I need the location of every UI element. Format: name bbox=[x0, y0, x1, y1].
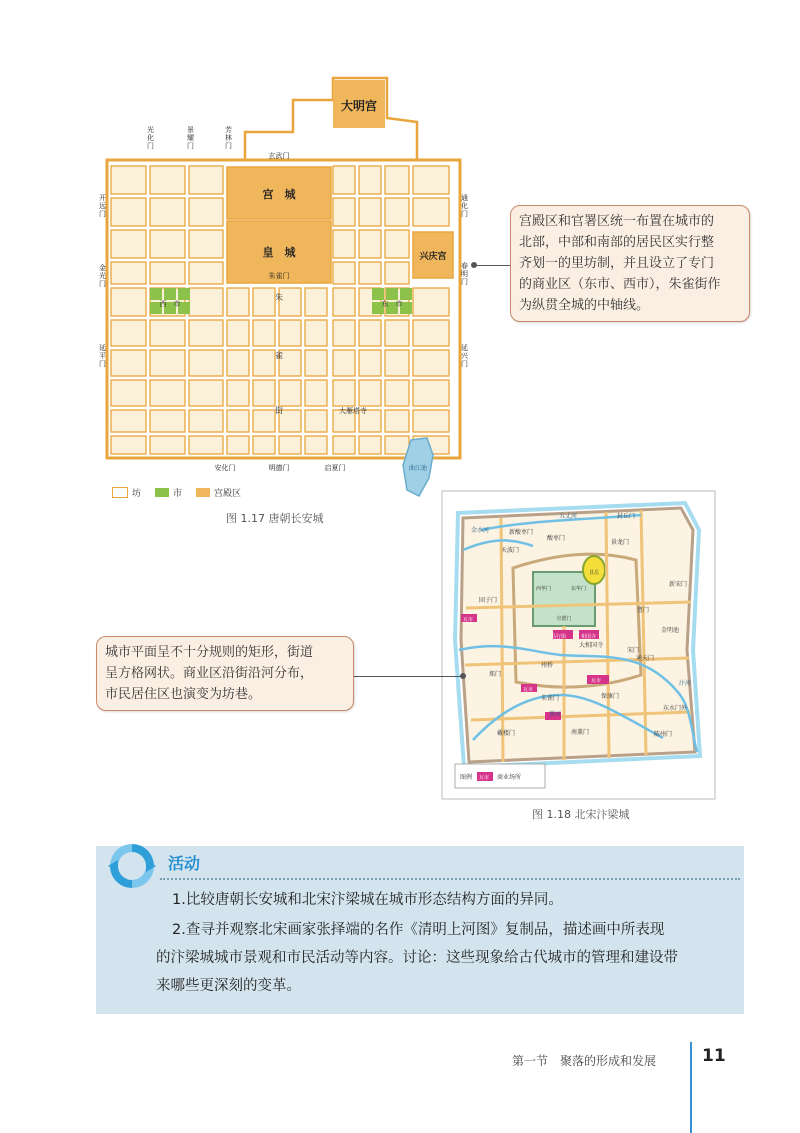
ward-block bbox=[385, 410, 409, 432]
label-huangcheng: 皇 城 bbox=[262, 246, 296, 259]
ward-block bbox=[333, 436, 355, 454]
label-tianbo: 天波门 bbox=[501, 547, 520, 554]
label-jingwang: 景龙门 bbox=[611, 539, 630, 546]
label-caomen: 曹门 bbox=[637, 607, 650, 614]
ward-block bbox=[385, 350, 409, 376]
activity-item-2-line-3: 来哪些更深刻的变革。 bbox=[156, 978, 301, 994]
callout-changan-line: 齐划一的里坊制，并且设立了专门 bbox=[519, 256, 715, 271]
ward-block bbox=[227, 320, 249, 346]
ward-block bbox=[111, 288, 146, 316]
ward-block bbox=[385, 436, 409, 454]
ward-block bbox=[189, 262, 223, 284]
label-jie: 街 bbox=[275, 406, 283, 415]
label-dongshi: 东 市 bbox=[381, 300, 403, 308]
ward-block bbox=[333, 230, 355, 258]
gate-label-jinguangmen: 金光门 bbox=[99, 264, 106, 288]
ward-block bbox=[305, 320, 327, 346]
label-xinsuanzao: 新酸枣门 bbox=[509, 529, 534, 536]
label-chenzhou: 陈州门 bbox=[654, 731, 673, 738]
callout-bianliang-line: 城市平面呈不十分规则的矩形，街道 bbox=[105, 645, 314, 660]
ward-block bbox=[305, 350, 327, 376]
label-que: 雀 bbox=[275, 351, 283, 360]
ward-block bbox=[111, 436, 146, 454]
ward-block bbox=[150, 230, 185, 258]
ward-block bbox=[333, 380, 355, 406]
label-mahang: 马行街 bbox=[551, 634, 567, 640]
label-qujiang: 曲江池 bbox=[408, 465, 428, 472]
ward-block bbox=[111, 320, 146, 346]
ward-block bbox=[305, 410, 327, 432]
label-anhuamen: 安化门 bbox=[214, 464, 236, 472]
callout-changan-line: 北部，中部和南部的居民区实行整 bbox=[519, 235, 715, 250]
ward-block bbox=[385, 320, 409, 346]
ward-block bbox=[227, 436, 249, 454]
label-zhouqiao: 州桥 bbox=[541, 662, 554, 669]
callout-changan-line: 为纵贯全城的中轴线。 bbox=[519, 298, 650, 313]
ward-block bbox=[189, 166, 223, 194]
activity-dotted-divider bbox=[160, 878, 740, 880]
ward-block bbox=[253, 320, 275, 346]
label-nanxun: 南薰门 bbox=[571, 729, 590, 736]
label-caihe: 蔡河 bbox=[549, 711, 562, 718]
ward-block bbox=[413, 380, 449, 406]
ward-block bbox=[150, 436, 185, 454]
label-jinming: 金明池 bbox=[661, 627, 680, 634]
footer-section-title: 第一节 聚落的形成和发展 bbox=[512, 1054, 657, 1068]
ward-block bbox=[189, 350, 223, 376]
callout-bianliang-line: 呈方格网状。商业区沿街沿河分布， bbox=[105, 666, 314, 681]
ward-block bbox=[253, 410, 275, 432]
ward-block bbox=[385, 198, 409, 226]
ward-block bbox=[413, 350, 449, 376]
ward-block bbox=[150, 380, 185, 406]
ward-block bbox=[111, 230, 146, 258]
callout-changan-line: 宫殿区和官署区统一布置在城市的 bbox=[519, 214, 715, 229]
label-dongshuimen: 东水门外 bbox=[663, 705, 688, 712]
ward-block bbox=[189, 436, 223, 454]
ward-block bbox=[305, 288, 327, 316]
label-zhu: 朱 bbox=[275, 293, 283, 302]
label-zhengmen: 郑门 bbox=[489, 671, 502, 678]
ward-block bbox=[305, 380, 327, 406]
ward-block bbox=[253, 436, 275, 454]
label-baokang: 保康门 bbox=[601, 693, 620, 700]
ward-block bbox=[279, 320, 301, 346]
bianliang-map bbox=[441, 490, 716, 800]
label-gumen: 固子门 bbox=[479, 597, 498, 604]
label-qixiamen: 启夏门 bbox=[324, 464, 346, 472]
label-zhuquemen-ca: 朱雀门 bbox=[268, 272, 290, 280]
ward-block bbox=[189, 380, 223, 406]
label-xuanwumen: 玄武门 bbox=[268, 152, 290, 160]
ward-block bbox=[253, 380, 275, 406]
ward-block bbox=[227, 410, 249, 432]
ward-block bbox=[111, 166, 146, 194]
gate-label-chunmingmen: 春明门 bbox=[461, 262, 468, 286]
ward-block bbox=[227, 350, 249, 376]
legend-swatch-gongdian bbox=[196, 488, 210, 497]
bl-legend-title: 图例 bbox=[460, 774, 473, 781]
ward-block bbox=[413, 166, 449, 194]
gate-label-yanxingmen: 延兴门 bbox=[461, 344, 468, 368]
legend-swatch-fang bbox=[112, 487, 128, 498]
label-xuande: 宣德门 bbox=[556, 616, 572, 622]
label-xiangguosi: 大相国寺 bbox=[579, 642, 604, 649]
label-gongcheng: 宫 城 bbox=[262, 188, 296, 201]
ward-block bbox=[189, 320, 223, 346]
bl-legend-wazi: 瓦市 bbox=[479, 775, 490, 781]
ward-block bbox=[385, 230, 409, 258]
gate-label-kaiyuanmen: 开远门 bbox=[99, 194, 106, 218]
ward-block bbox=[279, 380, 301, 406]
legend-swatch-shi bbox=[155, 488, 169, 497]
ward-block bbox=[413, 410, 449, 432]
activity-title: 活动 bbox=[168, 854, 201, 873]
ward-block bbox=[111, 198, 146, 226]
bl-legend-text: 商业场所 bbox=[497, 774, 522, 781]
callout-changan-line: 的商业区（东市、西市），朱雀街作 bbox=[519, 277, 721, 292]
ward-block bbox=[359, 198, 381, 226]
ward-block bbox=[413, 320, 449, 346]
gate-label-jingyaomen: 景耀门 bbox=[187, 126, 194, 150]
ward-block bbox=[189, 410, 223, 432]
ward-block bbox=[150, 166, 185, 194]
label-jinshui: 金水河 bbox=[471, 527, 490, 534]
ward-block bbox=[333, 350, 355, 376]
label-genyue: 艮岳 bbox=[588, 570, 600, 576]
ward-block bbox=[227, 380, 249, 406]
ward-block bbox=[385, 262, 409, 284]
label-xingqinggong: 兴庆宫 bbox=[419, 252, 447, 262]
ward-block bbox=[333, 320, 355, 346]
activity-cycle-icon bbox=[106, 840, 158, 892]
legend-item-shi: 市 bbox=[155, 486, 182, 499]
callout-bianliang-line: 市民居住区也演变为坊巷。 bbox=[105, 687, 262, 702]
ward-block bbox=[189, 230, 223, 258]
ward-block bbox=[359, 350, 381, 376]
changan-map bbox=[95, 60, 480, 500]
label-dailou: 戴楼门 bbox=[497, 730, 516, 737]
label-xiangguo2: 相国寺 bbox=[581, 634, 597, 640]
label-donghua: 东华门 bbox=[571, 586, 587, 592]
callout-changan bbox=[510, 205, 750, 322]
ward-block bbox=[333, 262, 355, 284]
ward-block bbox=[189, 288, 223, 316]
ward-block bbox=[227, 288, 249, 316]
ward-block bbox=[253, 288, 275, 316]
ward-block bbox=[359, 380, 381, 406]
label-fengqiu: 封丘门 bbox=[617, 513, 636, 520]
connector-dot-1 bbox=[471, 262, 477, 268]
ward-block bbox=[150, 262, 185, 284]
ward-block bbox=[150, 410, 185, 432]
label-mingdemen: 明德门 bbox=[268, 464, 290, 472]
label-tongtian: 通天门 bbox=[636, 655, 655, 662]
label-songmen: 宋门 bbox=[627, 647, 640, 654]
ward-block bbox=[359, 166, 381, 194]
label-wazi-2: 瓦市 bbox=[523, 687, 534, 693]
ward-block bbox=[111, 410, 146, 432]
label-dayanta: 大雁塔寺 bbox=[339, 407, 367, 415]
ward-block bbox=[253, 350, 275, 376]
label-wazi-3: 瓦市 bbox=[591, 678, 602, 684]
ward-block bbox=[333, 198, 355, 226]
page-number: 11 bbox=[702, 1046, 726, 1066]
ward-block bbox=[385, 380, 409, 406]
ward-block bbox=[111, 350, 146, 376]
fig117-legend bbox=[112, 486, 241, 499]
label-wazi-1: 瓦市 bbox=[463, 617, 474, 623]
daming-wall bbox=[245, 78, 417, 160]
label-bianhe: 汴河 bbox=[679, 680, 692, 687]
fig117-caption: 图 1.17 唐朝长安城 bbox=[226, 512, 324, 525]
gate-label-yanpingmen: 延平门 bbox=[99, 344, 106, 368]
connector-line-1 bbox=[474, 265, 510, 266]
callout-bianliang bbox=[96, 636, 354, 711]
label-suanzao: 酸枣门 bbox=[547, 535, 566, 542]
label-wuzhang: 五丈河 bbox=[559, 513, 578, 520]
activity-box bbox=[96, 846, 744, 1014]
ward-block bbox=[413, 288, 449, 316]
ward-block bbox=[359, 230, 381, 258]
ward-block bbox=[150, 320, 185, 346]
connector-dot-2 bbox=[460, 673, 466, 679]
ward-block bbox=[150, 198, 185, 226]
ward-block bbox=[279, 436, 301, 454]
ward-block bbox=[413, 198, 449, 226]
label-zhuque-bl: 朱雀门 bbox=[541, 695, 560, 702]
outer-city bbox=[461, 508, 695, 762]
ward-block bbox=[333, 166, 355, 194]
activity-item-2-line-2: 的汴梁城城市景观和市民活动等内容。讨论：这些现象给古代城市的管理和建设带 bbox=[156, 950, 678, 966]
legend-item-fang: 坊 bbox=[112, 486, 141, 499]
label-xihua: 西华门 bbox=[536, 586, 552, 592]
ward-block bbox=[359, 436, 381, 454]
ward-block bbox=[150, 350, 185, 376]
activity-item-1: 1.比较唐朝长安城和北宋汴梁城在城市形态结构方面的异同。 bbox=[172, 892, 563, 908]
ward-block bbox=[305, 436, 327, 454]
ward-block bbox=[385, 166, 409, 194]
activity-item-2-line-1: 2.查寻并观察北宋画家张择端的名作《清明上河图》复制品，描述画中所表现 bbox=[172, 922, 665, 938]
legend-item-gongdian: 宫殿区 bbox=[196, 486, 241, 499]
ward-block bbox=[189, 198, 223, 226]
footer-divider bbox=[690, 1042, 692, 1133]
ward-block bbox=[359, 262, 381, 284]
ward-block bbox=[333, 288, 355, 316]
fig118-caption: 图 1.18 北宋汴梁城 bbox=[532, 808, 630, 821]
gate-label-tonghuamen: 通化门 bbox=[461, 194, 468, 218]
ward-block bbox=[111, 380, 146, 406]
label-xishi: 西 市 bbox=[159, 300, 181, 308]
ward-block bbox=[111, 262, 146, 284]
ward-block bbox=[359, 320, 381, 346]
label-daminggong: 大明宫 bbox=[340, 99, 378, 113]
gate-label-fanglinmen: 芳林门 bbox=[225, 126, 232, 150]
label-xinsong: 新宋门 bbox=[669, 581, 688, 588]
connector-line-2 bbox=[345, 676, 463, 677]
gate-label-guanghuamen: 光化门 bbox=[147, 126, 154, 150]
